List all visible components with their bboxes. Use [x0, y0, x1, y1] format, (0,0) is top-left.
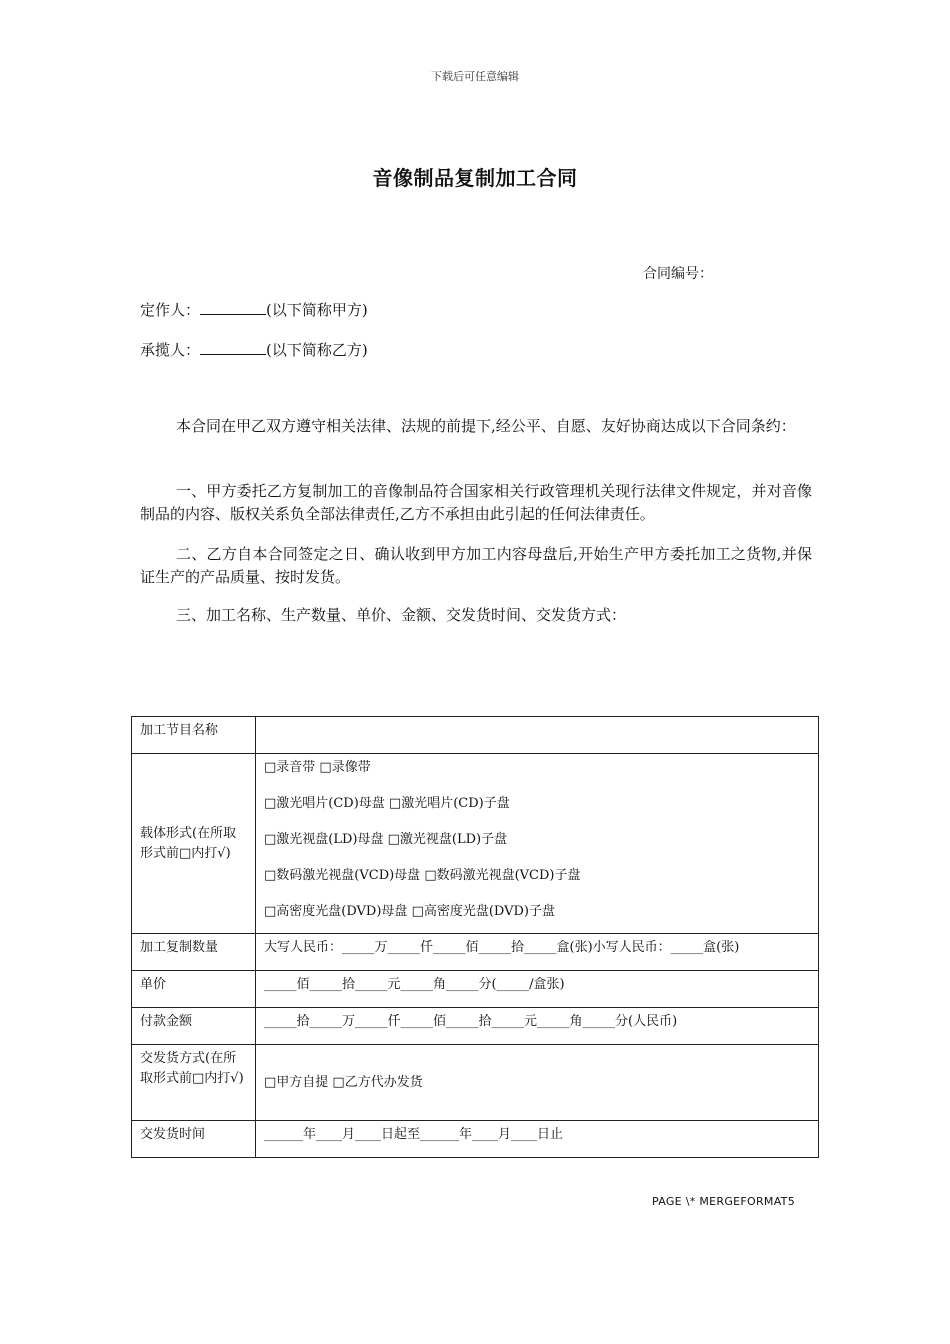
carrier-option-line[interactable]: □激光唱片(CD)母盘 □激光唱片(CD)子盘: [264, 796, 510, 811]
table-row: [132, 1008, 819, 1045]
party-b-line: [140, 339, 368, 360]
table-row: [132, 971, 819, 1008]
table-row: [132, 717, 819, 754]
header-note: 下载后可任意编辑: [431, 70, 519, 83]
carrier-option-line[interactable]: □高密度光盘(DVD)母盘 □高密度光盘(DVD)子盘: [264, 904, 555, 919]
party-b-label: 承揽人：: [140, 341, 201, 359]
party-a-suffix: (以下简称甲方): [266, 301, 368, 319]
delivery-method-value[interactable]: □甲方自提 □乙方代办发货: [256, 1045, 819, 1121]
carrier-option-line[interactable]: □录音带 □录像带: [264, 760, 371, 775]
quantity-label: 加工复制数量: [132, 934, 256, 971]
unit-price-label: 单价: [132, 971, 256, 1008]
paragraph-clause-2: 二、乙方自本合同签定之日、确认收到甲方加工内容母盘后,开始生产甲方委托加工之货物,并保证生产的产品质量、按时发货。: [140, 545, 812, 586]
party-a-line: [140, 299, 368, 320]
table-row: [132, 934, 819, 971]
party-a-label: 定作人：: [140, 301, 201, 319]
paragraph-preamble: 本合同在甲乙双方遵守相关法律、法规的前提下,经公平、自愿、友好协商达成以下合同条约：: [176, 417, 796, 435]
program-name-value[interactable]: [256, 717, 819, 754]
unit-price-value[interactable]: _____佰_____拾_____元_____角_____分(_____/盒张): [256, 971, 819, 1008]
party-a-blank[interactable]: [200, 300, 266, 315]
carrier-option-line[interactable]: □激光视盘(LD)母盘 □激光视盘(LD)子盘: [264, 832, 508, 847]
page-footer-field: PAGE \* MERGEFORMAT5: [652, 1195, 796, 1208]
table-row: [132, 754, 819, 934]
delivery-method-label: 交发货方式(在所取形式前□内打√): [132, 1045, 256, 1121]
table-row: [132, 1121, 819, 1158]
paragraph-clause-1: 一、甲方委托乙方复制加工的音像制品符合国家相关行政管理机关现行法律文件规定，并对音像制品的内容、版权关系负全部法律责任,乙方不承担由此引起的任何法律责任。: [140, 482, 812, 523]
delivery-time-value[interactable]: ______年____月____日起至______年____月____日止: [256, 1121, 819, 1158]
carrier-format-label: 载体形式(在所取形式前□内打√): [132, 754, 256, 934]
document-title: 音像制品复制加工合同: [372, 166, 578, 190]
contract-number-label: 合同编号：: [643, 266, 713, 282]
quantity-value[interactable]: 大写人民币：_____万_____仟_____佰_____拾_____盒(张)小写人民币：_____盒(张): [256, 934, 819, 971]
party-b-blank[interactable]: [200, 340, 266, 355]
payment-amount-label: 付款金额: [132, 1008, 256, 1045]
processing-spec-table: [131, 716, 819, 1158]
table-row: [132, 1045, 819, 1121]
paragraph-clause-3: 三、加工名称、生产数量、单价、金额、交发货时间、交发货方式：: [176, 606, 627, 624]
carrier-format-options: [256, 754, 819, 934]
payment-amount-value[interactable]: _____拾_____万_____仟_____佰_____拾_____元_____角_____分(人民币): [256, 1008, 819, 1045]
party-b-suffix: (以下简称乙方): [266, 341, 368, 359]
program-name-label: 加工节目名称: [132, 717, 256, 754]
carrier-option-line[interactable]: □数码激光视盘(VCD)母盘 □数码激光视盘(VCD)子盘: [264, 868, 581, 883]
delivery-time-label: 交发货时间: [132, 1121, 256, 1158]
